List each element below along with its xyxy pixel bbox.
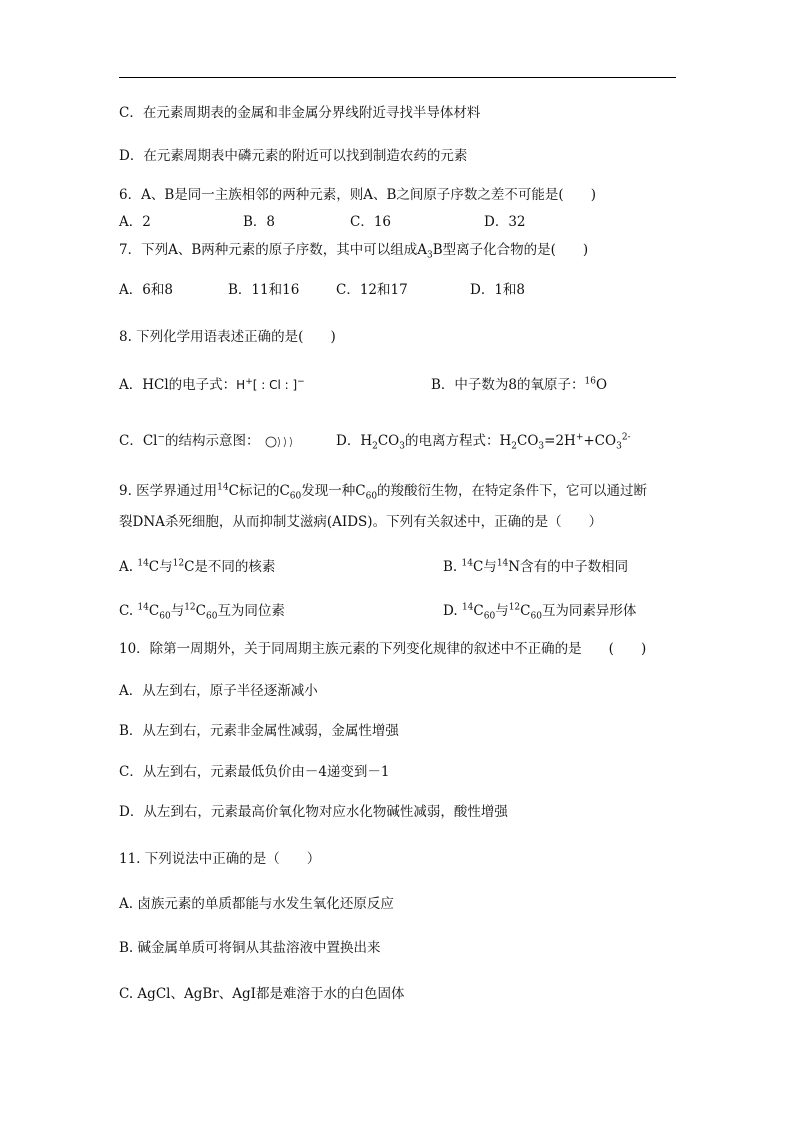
q9-option-c: C. $^{14}C_{60}$与$^{12}C_{60}$互为同位素 [119,602,285,622]
q11-option-c: C. AgCl、AgBr、AgI都是难溶于水的白色固体 [119,986,405,1002]
q6-option-b: B．8 [243,214,276,230]
q9-option-b: B. $^{14}$C与$^{14}$N含有的中子数相同 [443,558,629,575]
q10-option-b: B．从左到右，元素非金属性减弱，金属性增强 [119,723,399,739]
question-8: 8. 下列化学用语表述正确的是( ) [119,329,336,345]
q8-option-b: B．中子数为8的氧原子：$^{16}$O [431,376,608,393]
question-10: 10．除第一周期外，关于同周期主族元素的下列变化规律的叙述中不正确的是 ( ) [119,641,647,657]
q8-option-a: A．HCl的电子式：H+[ : Cl : ]− [119,377,305,393]
header-rule [119,77,676,78]
q11-option-b: B. 碱金属单质可将铜从其盐溶液中置换出来 [119,940,381,956]
q5-option-d: D．在元素周期表中磷元素的附近可以找到制造农药的元素 [119,148,468,164]
question-11: 11. 下列说法中正确的是（ ） [119,851,321,867]
q7-option-b: B．11和16 [228,282,300,298]
q7-option-c: C．12和17 [336,282,408,298]
q5-option-c: C．在元素周期表的金属和非金属分界线附近寻找半导体材料 [119,105,481,121]
q10-option-d: D．从左到右，元素最高价氧化物对应水化物碱性减弱，酸性增强 [119,804,508,820]
q9-option-d: D. $^{14}C_{60}$与$^{12}C_{60}$互为同素异形体 [443,602,637,622]
q6-option-a: A．2 [119,214,151,230]
question-6: 6．A、B是同一主族相邻的两种元素，则A、B之间原子序数之差不可能是( ) [119,187,596,203]
q9-option-a: A. $^{14}$C与$^{12}$C是不同的核素 [119,558,276,575]
q10-option-c: C．从左到右，元素最低负价由－4递变到－1 [119,764,390,780]
q7-option-a: A．6和8 [119,282,173,298]
question-9-line-1: 9. 医学界通过用$^{14}$C标记的$C_{60}$发现一种$C_{60}$的羧酸衍生物，在特定条件下，它可以通过断 [119,482,648,502]
question-7: 7．下列A、B两种元素的原子序数，其中可以组成$A_3B$型离子化合物的是( ) [119,242,589,261]
q10-option-a: A．从左到右，原子半径逐渐减小 [119,683,318,699]
q6-option-c: C．16 [350,214,392,230]
hcl-electron-formula: H+[ : Cl : ]− [236,377,305,392]
q8-option-c: C．Cl−的结构示意图： [119,432,298,450]
question-9-line-2: 裂DNA杀死细胞，从而抑制艾滋病(AIDS)。下列有关叙述中，正确的是（ ） [119,514,603,530]
q7-option-d: D．1和8 [470,282,526,298]
q6-option-d: D．32 [484,214,526,230]
cl-ion-structure-diagram [264,435,298,449]
q8-option-d: D．$H_2CO_3$的电离方程式：$H_2CO_3=2H^++CO_3^{2-}$ [336,432,631,452]
q11-option-a: A. 卤族元素的单质都能与水发生氧化还原反应 [119,896,394,912]
